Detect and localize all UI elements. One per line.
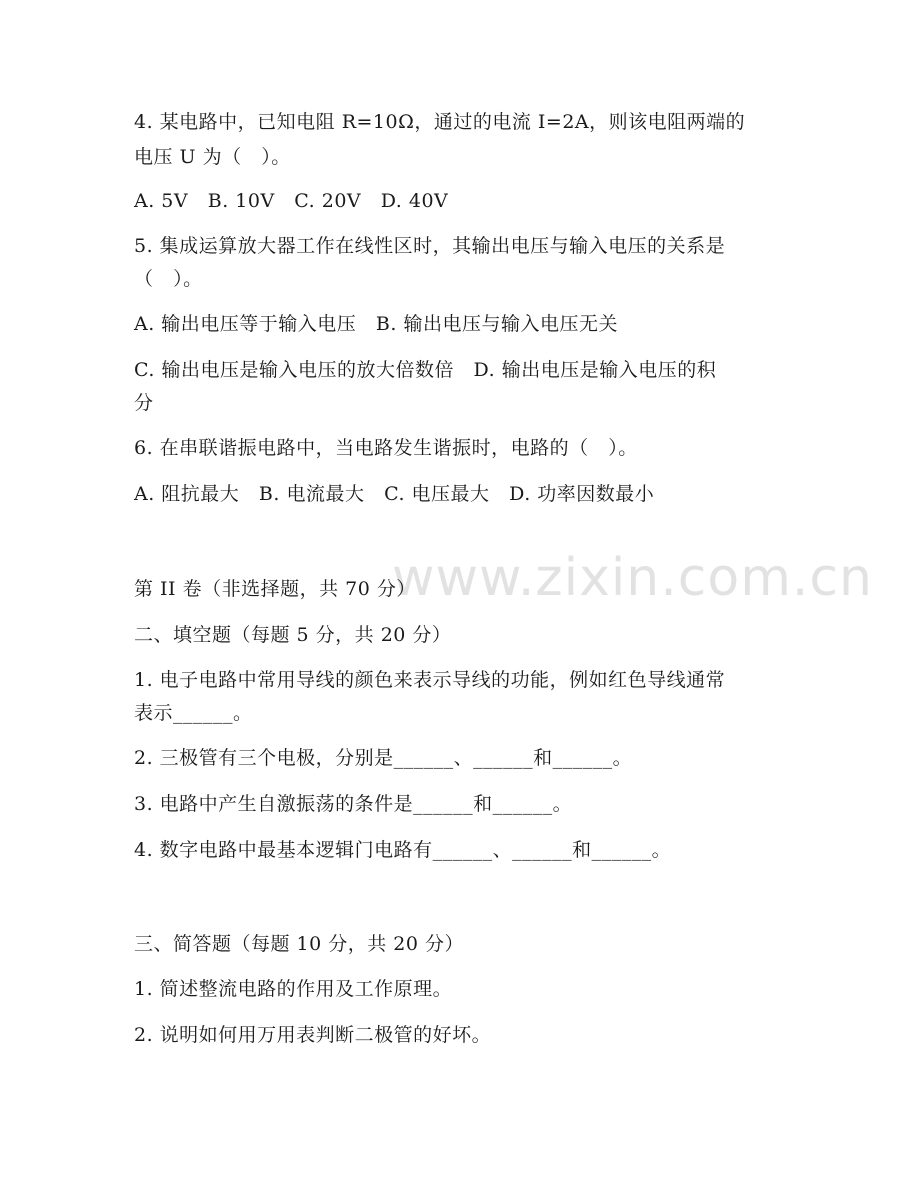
question-5-text: 5. 集成运算放大器工作在线性区时，其输出电压与输入电压的关系是 <box>134 235 726 257</box>
fill-question-1-cont: 表示______。 <box>134 702 253 724</box>
question-4-text-cont: 电压 U 为（ ）。 <box>134 146 291 168</box>
question-5-text-cont: （ ）。 <box>134 268 203 290</box>
question-6-options: A. 阻抗最大 B. 电流最大 C. 电压最大 D. 功率因数最小 <box>134 483 655 505</box>
question-5-options-cd: C. 输出电压是输入电压的放大倍数倍 D. 输出电压是输入电压的积 <box>134 359 717 381</box>
question-6-text: 6. 在串联谐振电路中，当电路发生谐振时，电路的（ ）。 <box>134 437 638 459</box>
fill-question-2: 2. 三极管有三个电极，分别是______、______和______。 <box>134 747 633 769</box>
fill-section-heading: 二、填空题（每题 5 分，共 20 分） <box>134 624 452 646</box>
fill-question-3: 3. 电路中产生自激振荡的条件是______和______。 <box>134 793 573 815</box>
question-5-options-ab: A. 输出电压等于输入电压 B. 输出电压与输入电压无关 <box>134 313 618 335</box>
short-answer-question-1: 1. 简述整流电路的作用及工作原理。 <box>134 978 453 1000</box>
short-answer-section-heading: 三、简答题（每题 10 分，共 20 分） <box>134 933 465 955</box>
question-4-options: A. 5V B. 10V C. 20V D. 40V <box>134 190 449 212</box>
part-2-heading: 第 II 卷（非选择题，共 70 分） <box>134 578 416 600</box>
short-answer-question-2: 2. 说明如何用万用表判断二极管的好坏。 <box>134 1024 492 1046</box>
fill-question-1: 1. 电子电路中常用导线的颜色来表示导线的功能，例如红色导线通常 <box>134 669 726 691</box>
question-5-options-cd-cont: 分 <box>134 392 154 414</box>
watermark: www.zixin.com.cn <box>392 548 873 608</box>
fill-question-4: 4. 数字电路中最基本逻辑门电路有______、______和______。 <box>134 839 672 861</box>
question-4-text: 4. 某电路中，已知电阻 R=10Ω，通过的电流 I=2A，则该电阻两端的 <box>134 111 746 133</box>
